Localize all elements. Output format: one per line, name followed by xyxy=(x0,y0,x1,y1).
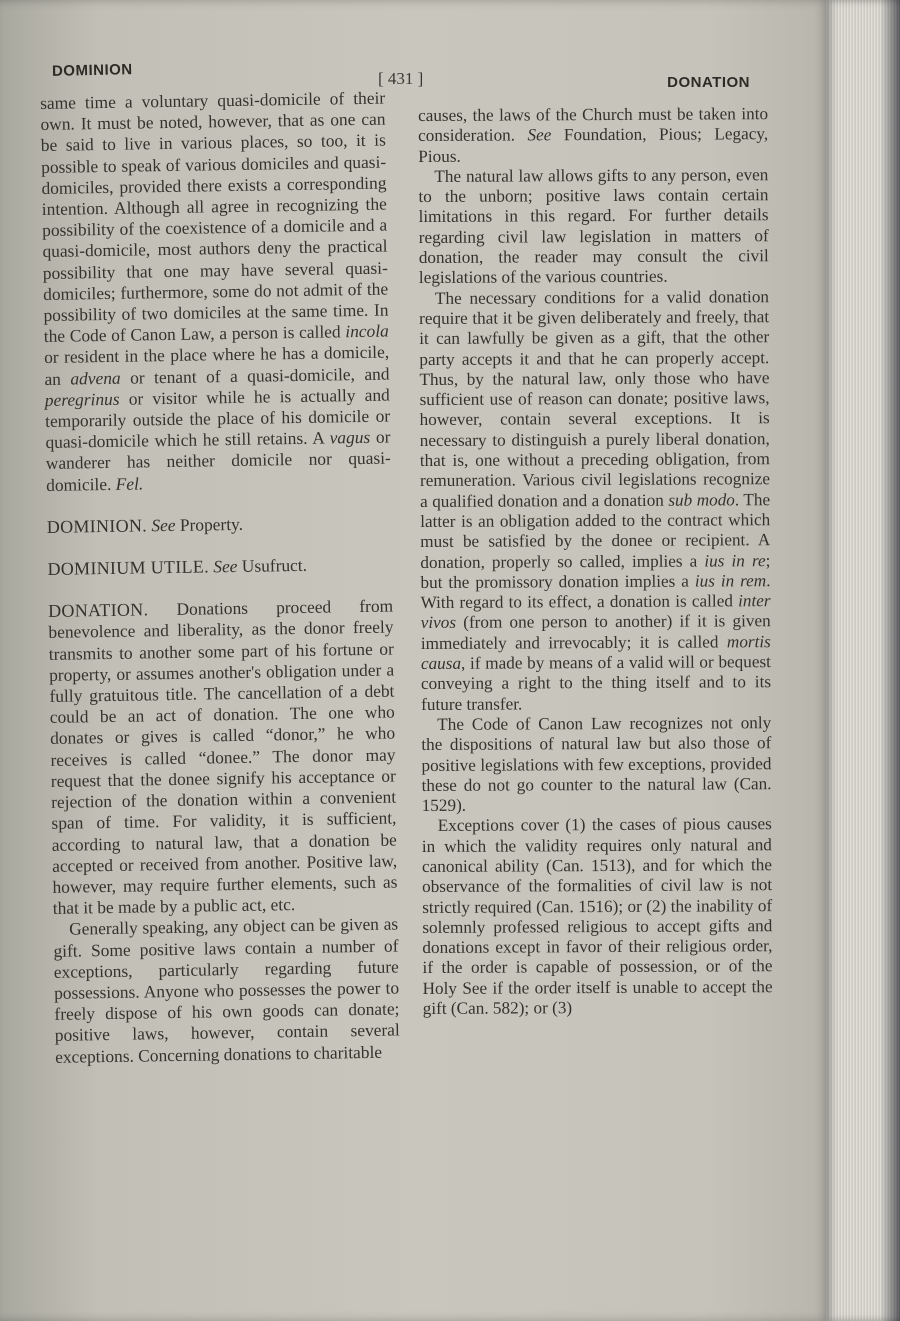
conditions-paragraph: The necessary conditions for a valid donation require that it be given deliberately and freely, that it can lawfully be given as a gift, that the other party accepts it and that he can properly accept. Thus, by the natural law, only those who have sufficient use of reason can donate; positive laws, however, contain several exceptions. It is necessary to distinguish a purely liberal donation, that is, one without a preceding obligation, from remuneration. Various civil legislations recognize a qualified donation and a donation sub modo. The latter is an obligation added to the contract which must be satisfied by the donee or recipient. A donation, properly so called, implies a ius in re; but the promissory donation implies a ius in rem. With regard to its effect, a donation is called inter vivos (from one person to another) if it is given immediately and irrevocably; it is called mortis causa, if made by means of a valid will or bequest conveying a right to the thing itself and to its future transfer. xyxy=(419,286,772,714)
natural-law-paragraph: The natural law allows gifts to any person, even to the unborn; positive laws contain certain limitations in this regard. For further details regarding civil law legislation in matters of donation, the reader may consult the civil legislations of the various countries. xyxy=(418,165,769,288)
running-header xyxy=(50,62,750,92)
header-left-guide-word: DOMINION xyxy=(51,61,133,80)
entry-headword: DOMINION. xyxy=(46,515,148,537)
domicile-continuation-paragraph: same time a voluntary quasi-domicile of their own. It must be noted, however, that as one can be said to live in various places, so too, it is possible to speak of various domiciles and quasi-domiciles, provided there exists a corresponding intention. Although all agree in recognizing the possibility of the coexistence of a domicile and a quasi-domicile, most authors deny the practical possibility that one may have several quasi-domiciles; furthermore, some do not admit of the possibility of two domiciles at the same time. In the Code of Canon Law, a person is called incola or resident in the place where he has a domicile, an advena or tenant of a quasi-domicile, and peregrinus or visitor while he is actually and temporarily outside the place of his domicile or quasi-domicile which he still retains. A vagus or wanderer has neither domicile nor quasi-domicile. Fel. xyxy=(40,87,391,495)
right-column xyxy=(418,104,773,1019)
cross-reference: Property. xyxy=(179,513,244,535)
donation-charitable-continuation: causes, the laws of the Church must be taken into consideration. See Foundation, Pious; Legacy, Pious. xyxy=(418,104,769,166)
entry-headword: DONATION. xyxy=(47,599,149,622)
entry-donation: DONATION. Donations proceed from benevolence and liberality, as the donor freely transmits to another some part of his fortune or property, or assumes another's obligation under a fully gratuitous title. The cancellation of a debt could be an act of donation. The one who donates or gives is called “donor,” he who receives is called “donee.” The donor may request that the donee signify his acceptance or rejection of the donation within a convenient span of time. For validity, it is sufficient, according to natural law, that a donation be accepted or received from another. Positive law, however, may require further elements, such as that it be made by a public act, etc. xyxy=(47,595,398,919)
page-edge-shadow xyxy=(880,0,900,1321)
entry-dominion: DOMINION. See Property. xyxy=(46,513,244,537)
header-right-guide-word: DONATION xyxy=(667,74,750,91)
exceptions-paragraph: Exceptions cover (1) the cases of pious causes in which the validity requires only natural and canonical ability (Can. 1513), and for which the observance of the formalities of civil law is not strictly required (Can. 1516); or (2) the inability of solemnly professed religious to accept gifts and donations except in favor of their religious order, if the order is capable of possession, or of the Holy See if the order itself is unable to accept the gift (Can. 582); or (3) xyxy=(421,814,773,1019)
donation-general-paragraph: Generally speaking, any object can be given as gift. Some positive laws contain a number of exceptions, particularly regarding future possessions. Anyone who possesses the power to freely dispose of his own goods can donate; positive laws, however, contain several exceptions. Concerning donations to charitable xyxy=(53,913,400,1067)
entry-dominium-utile: DOMINIUM UTILE. See Usufruct. xyxy=(47,554,308,580)
left-column xyxy=(40,88,400,1068)
canon-law-paragraph: The Code of Canon Law recognizes not only the dispositions of natural law but also those of positive legislations with few exceptions, provided these do not go counter to the natural law (Can. 1529). xyxy=(421,713,772,816)
entry-headword: DOMINIUM UTILE. xyxy=(47,556,210,580)
page-number: [ 431 ] xyxy=(378,69,424,88)
cross-reference: Usufruct. xyxy=(241,554,308,576)
